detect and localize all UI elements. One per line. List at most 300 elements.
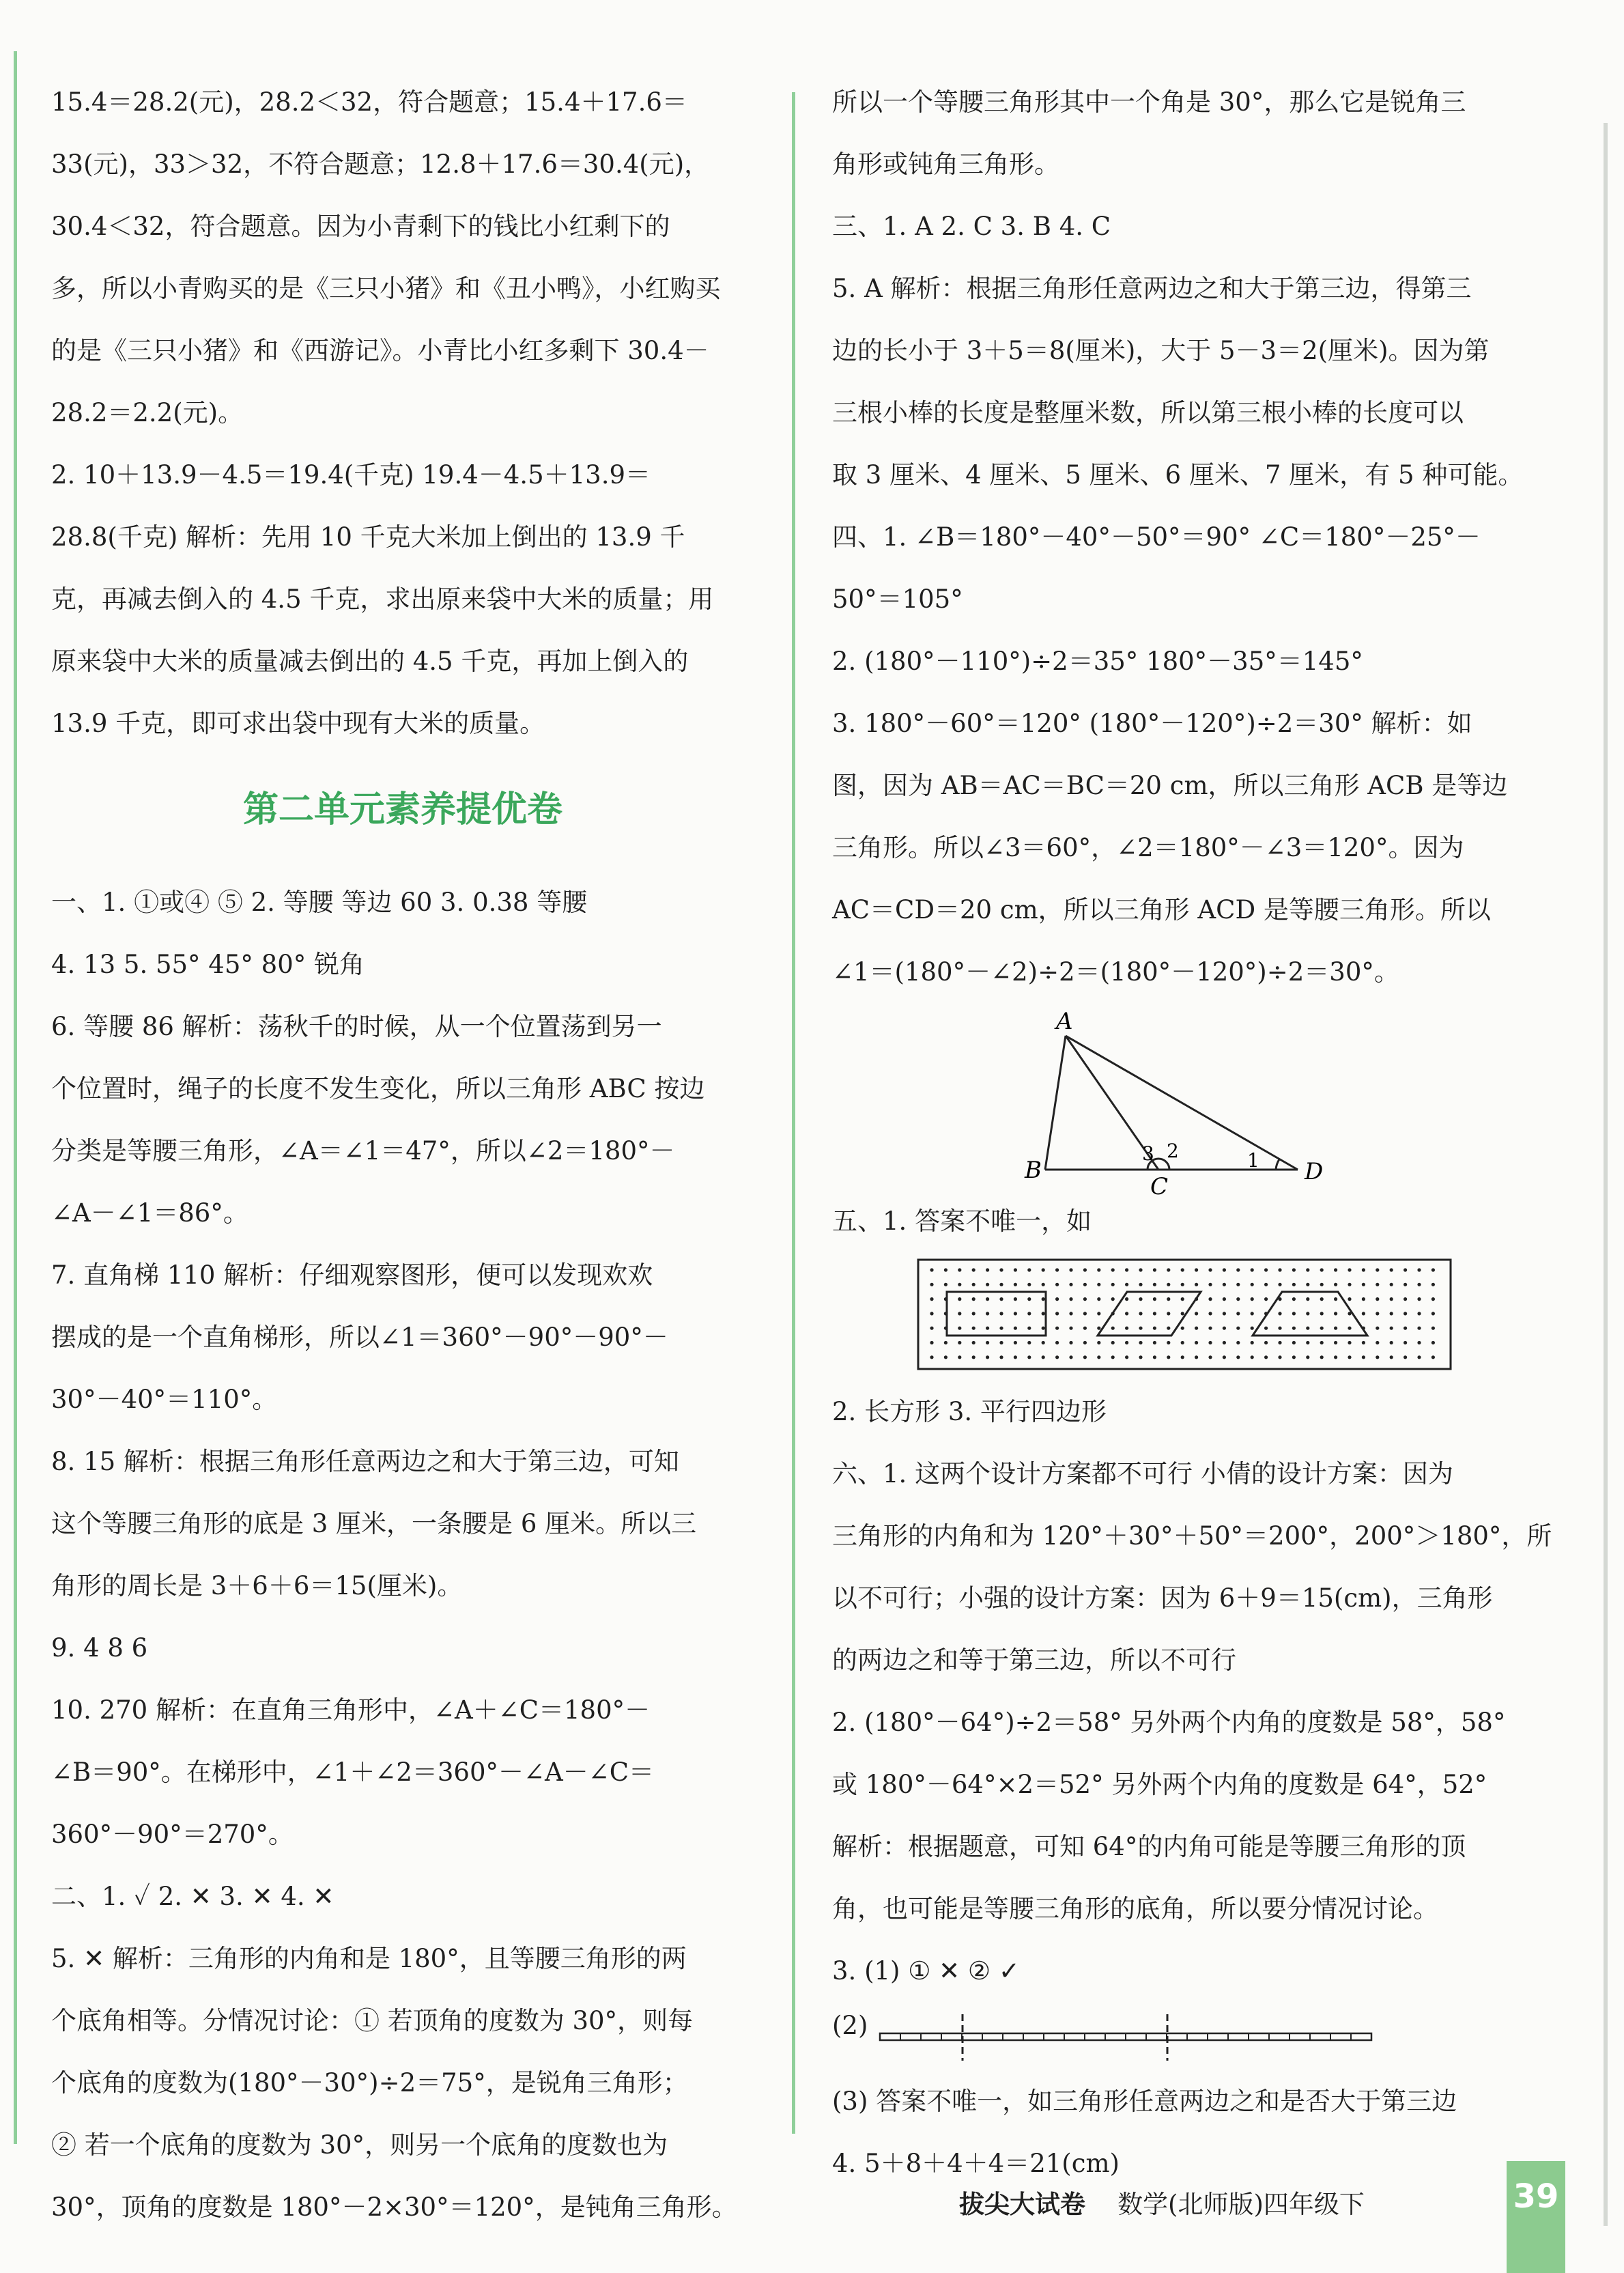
- text-line: 9. 4 8 6: [51, 1633, 148, 1663]
- grid-dot: [1055, 1268, 1059, 1271]
- grid-dot: [1404, 1297, 1407, 1301]
- text-line: 10. 270 解析：在直角三角形中，∠A＋∠C＝180°－: [51, 1695, 651, 1725]
- grid-dot: [1208, 1312, 1212, 1315]
- grid-dot: [1348, 1327, 1351, 1330]
- text-line: ∠A－∠1＝86°。: [51, 1198, 248, 1228]
- segment-ab-visible: [1045, 1036, 1066, 1170]
- grid-dot: [1083, 1341, 1087, 1344]
- stick-diagram: [832, 2002, 1542, 2070]
- column-divider: [792, 92, 795, 2134]
- label-b: B: [1025, 1157, 1042, 1184]
- grid-dot: [1431, 1327, 1435, 1330]
- text-line: ② 若一个底角的度数为 30°，则另一个底角的度数也为: [51, 2130, 668, 2160]
- grid-dot: [930, 1268, 933, 1271]
- grid-dot: [1320, 1341, 1324, 1344]
- text-line: 5. ✕ 解析：三角形的内角和是 180°，且等腰三角形的两: [51, 1944, 687, 1973]
- grid-dot: [944, 1297, 948, 1301]
- grid-dot: [1167, 1327, 1170, 1330]
- grid-dot: [986, 1268, 989, 1271]
- grid-dot: [1278, 1283, 1281, 1286]
- grid-dot: [1417, 1268, 1421, 1271]
- grid-dot: [1236, 1268, 1240, 1271]
- text-line: 5. A 解析：根据三角形任意两边之和大于第三边，得第三: [832, 274, 1472, 303]
- grid-dot: [1390, 1283, 1393, 1286]
- grid-dot: [1417, 1341, 1421, 1344]
- grid-dot: [944, 1355, 948, 1359]
- grid-dot: [1390, 1268, 1393, 1271]
- text-line: 2. (180°－110°)÷2＝35° 180°－35°＝145°: [832, 647, 1363, 676]
- grid-dot: [1417, 1283, 1421, 1286]
- text-line: 个底角相等。分情况讨论：① 若顶角的度数为 30°，则每: [51, 2006, 694, 2035]
- grid-dot: [1278, 1341, 1281, 1344]
- grid-dot: [1111, 1297, 1115, 1301]
- grid-dot: [1334, 1355, 1337, 1359]
- text-line: 3. 180°－60°＝120° (180°－120°)÷2＝30° 解析：如: [832, 709, 1472, 738]
- grid-dot: [1042, 1283, 1045, 1286]
- grid-dot: [972, 1355, 975, 1359]
- grid-dot: [1083, 1297, 1087, 1301]
- grid-dot: [1097, 1341, 1100, 1344]
- grid-dot: [1181, 1297, 1184, 1301]
- text-line: 三角形的内角和为 120°＋30°＋50°＝200°，200°＞180°，所: [832, 1521, 1552, 1551]
- grid-dot: [1083, 1312, 1087, 1315]
- footer-brand: 拔尖大试卷: [959, 2190, 1085, 2219]
- grid-dot: [1014, 1355, 1017, 1359]
- text-line: 六、1. 这两个设计方案都不可行 小倩的设计方案：因为: [832, 1459, 1453, 1488]
- text-line: 的是《三只小猪》和《西游记》。小青比小红多剩下 30.4－: [51, 336, 709, 365]
- ruler-figure: [832, 2002, 1542, 2070]
- text-line: 摆成的是一个直角梯形，所以∠1＝360°－90°－90°－: [51, 1323, 668, 1352]
- grid-dot: [986, 1355, 989, 1359]
- grid-dot: [1139, 1297, 1142, 1301]
- text-line: 28.8(千克) 解析：先用 10 千克大米加上倒出的 13.9 千: [51, 522, 685, 552]
- grid-dot: [1083, 1355, 1087, 1359]
- grid-dot: [1111, 1355, 1115, 1359]
- grid-dot: [999, 1268, 1003, 1271]
- grid-dot: [1292, 1268, 1296, 1271]
- grid-dot: [1042, 1341, 1045, 1344]
- grid-dot: [1208, 1355, 1212, 1359]
- grid-dot: [1153, 1341, 1156, 1344]
- grid-dot: [999, 1297, 1003, 1301]
- text-line: 三角形。所以∠3＝60°，∠2＝180°－∠3＝120°。因为: [832, 833, 1464, 862]
- grid-dot: [1404, 1283, 1407, 1286]
- grid-dot: [999, 1355, 1003, 1359]
- grid-dot: [1083, 1327, 1087, 1330]
- grid-dot: [999, 1283, 1003, 1286]
- grid-dot: [1251, 1327, 1254, 1330]
- dot-grid-figure: [832, 1256, 1542, 1372]
- grid-dot: [1320, 1312, 1324, 1315]
- grid-dot: [1027, 1341, 1031, 1344]
- grid-dot: [958, 1355, 961, 1359]
- grid-dot: [1111, 1312, 1115, 1315]
- grid-dot: [1069, 1327, 1072, 1330]
- stick-ticks: [880, 2033, 1371, 2040]
- grid-dot: [1320, 1283, 1324, 1286]
- text-line: 分类是等腰三角形，∠A＝∠1＝47°，所以∠2＝180°－: [51, 1136, 675, 1166]
- text-line: 这个等腰三角形的底是 3 厘米，一条腰是 6 厘米。所以三: [51, 1509, 697, 1538]
- grid-dot: [930, 1327, 933, 1330]
- text-line: 360°－90°＝270°。: [51, 1820, 294, 1849]
- grid-dot: [1027, 1327, 1031, 1330]
- grid-dot: [1181, 1283, 1184, 1286]
- grid-dot: [1014, 1268, 1017, 1271]
- grid-dot: [1111, 1283, 1115, 1286]
- grid-dot: [1251, 1341, 1254, 1344]
- text-line: 的两边之和等于第三边，所以不可行: [832, 1646, 1236, 1675]
- grid-dot: [1417, 1312, 1421, 1315]
- grid-dot: [1027, 1268, 1031, 1271]
- grid-dot: [1264, 1312, 1268, 1315]
- text-line: 4. 5＋8＋4＋4＝21(cm): [832, 2149, 1120, 2178]
- left-column: [51, 71, 754, 2238]
- text-line: 30.4＜32，符合题意。因为小青剩下的钱比小红剩下的: [51, 212, 670, 241]
- grid-dot: [1055, 1297, 1059, 1301]
- grid-dot: [1292, 1312, 1296, 1315]
- grid-dot: [1125, 1283, 1128, 1286]
- dot-grid-frame: [918, 1260, 1451, 1369]
- angle-d-arc: [1276, 1159, 1279, 1170]
- grid-dot: [1223, 1283, 1226, 1286]
- grid-dot: [1348, 1312, 1351, 1315]
- grid-dot: [1306, 1327, 1309, 1330]
- grid-dot: [1139, 1355, 1142, 1359]
- left-margin-bar: [14, 51, 17, 2144]
- grid-dot: [1264, 1297, 1268, 1301]
- text-line: 7. 直角梯 110 解析：仔细观察图形，便可以发现欢欢: [51, 1260, 653, 1290]
- grid-dot: [1362, 1327, 1365, 1330]
- grid-dot: [1278, 1327, 1281, 1330]
- grid-dot: [1306, 1283, 1309, 1286]
- grid-dot: [1251, 1297, 1254, 1301]
- grid-dot: [1292, 1283, 1296, 1286]
- text-line: 一、1. ①或④ ⑤ 2. 等腰 等边 60 3. 0.38 等腰: [51, 888, 588, 917]
- text-line: 所以一个等腰三角形其中一个角是 30°，那么它是锐角三: [832, 87, 1466, 117]
- grid-dot: [986, 1341, 989, 1344]
- text-line: ∠B＝90°。在梯形中，∠1＋∠2＝360°－∠A－∠C＝: [51, 1757, 655, 1787]
- grid-dot: [1069, 1283, 1072, 1286]
- text-line: 50°＝105°: [832, 584, 963, 614]
- grid-dot: [1264, 1355, 1268, 1359]
- grid-dot: [930, 1341, 933, 1344]
- grid-dot: [1055, 1341, 1059, 1344]
- grid-dot: [1376, 1283, 1379, 1286]
- grid-dot: [999, 1327, 1003, 1330]
- grid-dot: [1320, 1355, 1324, 1359]
- grid-dot: [1390, 1341, 1393, 1344]
- grid-dot: [972, 1297, 975, 1301]
- grid-dot: [1348, 1283, 1351, 1286]
- grid-dot: [1195, 1283, 1198, 1286]
- grid-dot: [1404, 1355, 1407, 1359]
- grid-dot: [1334, 1297, 1337, 1301]
- grid-dot: [972, 1341, 975, 1344]
- text-line: 原来袋中大米的质量减去倒出的 4.5 千克，再加上倒入的: [51, 647, 689, 676]
- grid-dot: [1153, 1327, 1156, 1330]
- grid-dot: [1111, 1327, 1115, 1330]
- text-line: 6. 等腰 86 解析：荡秋千的时候，从一个位置荡到另一: [51, 1012, 662, 1041]
- grid-dot: [1153, 1283, 1156, 1286]
- grid-dot: [1278, 1312, 1281, 1315]
- text-line: 多，所以小青购买的是《三只小猪》和《丑小鸭》，小红购买: [51, 274, 721, 303]
- grid-dot: [1139, 1327, 1142, 1330]
- grid-dot: [1014, 1341, 1017, 1344]
- grid-dot: [986, 1312, 989, 1315]
- grid-dot: [1042, 1297, 1045, 1301]
- grid-dot: [1334, 1341, 1337, 1344]
- text-line: 15.4＝28.2(元)，28.2＜32，符合题意；15.4＋17.6＝: [51, 87, 687, 117]
- grid-dot: [1055, 1283, 1059, 1286]
- text-line: 2. (180°－64°)÷2＝58° 另外两个内角的度数是 58°，58°: [832, 1708, 1506, 1737]
- grid-dot: [1236, 1327, 1240, 1330]
- grid-dot: [930, 1355, 933, 1359]
- grid-dot: [1069, 1312, 1072, 1315]
- grid-dot: [1125, 1327, 1128, 1330]
- text-line: 二、1. ✓ 2. ✕ 3. ✕ 4. ✕: [51, 1882, 334, 1911]
- grid-dot: [1264, 1327, 1268, 1330]
- grid-dot: [1264, 1283, 1268, 1286]
- grid-dot: [1097, 1312, 1100, 1315]
- grid-dot: [1348, 1341, 1351, 1344]
- footer: [959, 2184, 1365, 2220]
- grid-dot: [1278, 1297, 1281, 1301]
- grid-dot: [1167, 1268, 1170, 1271]
- ruler-label: (2): [832, 2011, 868, 2040]
- grid-dot: [1139, 1268, 1142, 1271]
- grid-dot: [1208, 1327, 1212, 1330]
- grid-dot: [1153, 1268, 1156, 1271]
- grid-dot: [1139, 1312, 1142, 1315]
- segment-ad: [1066, 1036, 1298, 1170]
- grid-dot: [944, 1327, 948, 1330]
- text-line: 33(元)，33＞32，不符合题意；12.8＋17.6＝30.4(元)，: [51, 150, 710, 179]
- grid-dot: [1362, 1312, 1365, 1315]
- grid-dot: [1376, 1297, 1379, 1301]
- text-line: 三根小棒的长度是整厘米数，所以第三根小棒的长度可以: [832, 398, 1464, 427]
- grid-dot: [1208, 1297, 1212, 1301]
- grid-dot: [1320, 1268, 1324, 1271]
- grid-dot: [1404, 1327, 1407, 1330]
- grid-dot: [1390, 1312, 1393, 1315]
- grid-dot: [1278, 1268, 1281, 1271]
- right-column: [832, 71, 1552, 2194]
- grid-dot: [986, 1283, 989, 1286]
- text-line: 三、1. A 2. C 3. B 4. C: [832, 212, 1111, 241]
- section-title: 第二单元素养提优卷: [242, 789, 562, 830]
- grid-dot: [1223, 1268, 1226, 1271]
- grid-dot: [1125, 1312, 1128, 1315]
- grid-dot: [958, 1312, 961, 1315]
- grid-dot: [972, 1312, 975, 1315]
- grid-dot: [1376, 1327, 1379, 1330]
- grid-dot: [1431, 1355, 1435, 1359]
- grid-dot: [1306, 1341, 1309, 1344]
- grid-dot: [1055, 1312, 1059, 1315]
- grid-dot: [1111, 1341, 1115, 1344]
- grid-dot: [1223, 1341, 1226, 1344]
- text-line: 解析：根据题意，可知 64°的内角可能是等腰三角形的顶: [832, 1832, 1466, 1861]
- grid-dot: [1153, 1312, 1156, 1315]
- grid-dot: [1264, 1341, 1268, 1344]
- text-line: 或 180°－64°×2＝52° 另外两个内角的度数是 64°，52°: [832, 1770, 1487, 1799]
- grid-dot: [1153, 1297, 1156, 1301]
- text-line: 13.9 千克，即可求出袋中现有大米的质量。: [51, 709, 545, 738]
- grid-dot: [1195, 1341, 1198, 1344]
- text-line: 2. 10＋13.9－4.5＝19.4(千克) 19.4－4.5＋13.9＝: [51, 460, 651, 490]
- text-line: 角形的周长是 3＋6＋6＝15(厘米)。: [51, 1571, 463, 1600]
- grid-dot: [1027, 1283, 1031, 1286]
- grid-dot: [1320, 1297, 1324, 1301]
- grid-dot: [1208, 1283, 1212, 1286]
- text-line: 30°，顶角的度数是 180°－2×30°＝120°，是钝角三角形。: [51, 2192, 737, 2222]
- grid-dot: [1125, 1355, 1128, 1359]
- grid-dot: [999, 1341, 1003, 1344]
- grid-dot: [944, 1283, 948, 1286]
- grid-dot: [1181, 1268, 1184, 1271]
- grid-dot: [944, 1341, 948, 1344]
- grid-dot: [1069, 1355, 1072, 1359]
- label-c: C: [1150, 1173, 1169, 1200]
- grid-dot: [958, 1297, 961, 1301]
- grid-dot: [1236, 1312, 1240, 1315]
- grid-dot: [1251, 1283, 1254, 1286]
- grid-dot: [1167, 1283, 1170, 1286]
- grid-dot: [1390, 1327, 1393, 1330]
- grid-dot: [1167, 1355, 1170, 1359]
- grid-dot: [1195, 1312, 1198, 1315]
- footer-subject: 数学(北师版)四年级下: [1117, 2190, 1365, 2219]
- grid-dot: [1181, 1327, 1184, 1330]
- grid-dot: [958, 1341, 961, 1344]
- grid-dot: [1431, 1268, 1435, 1271]
- grid-dot: [1362, 1268, 1365, 1271]
- grid-dot: [958, 1283, 961, 1286]
- grid-dot: [1181, 1312, 1184, 1315]
- grid-dot: [1167, 1341, 1170, 1344]
- grid-dot: [1042, 1312, 1045, 1315]
- grid-dot: [1125, 1297, 1128, 1301]
- grid-dot: [1376, 1341, 1379, 1344]
- grid-dot: [999, 1312, 1003, 1315]
- grid-dot: [1125, 1341, 1128, 1344]
- grid-dot: [1278, 1355, 1281, 1359]
- grid-dot: [986, 1297, 989, 1301]
- grid-dot: [1251, 1268, 1254, 1271]
- grid-dot: [1362, 1297, 1365, 1301]
- text-line: 四、1. ∠B＝180°－40°－50°＝90° ∠C＝180°－25°－: [832, 522, 1481, 552]
- grid-dot: [1125, 1268, 1128, 1271]
- grid-dot: [1334, 1283, 1337, 1286]
- grid-dot: [986, 1327, 989, 1330]
- grid-dot: [1417, 1327, 1421, 1330]
- grid-dot: [1083, 1268, 1087, 1271]
- text-line: 五、1. 答案不唯一，如: [832, 1206, 1092, 1236]
- grid-dot: [1042, 1268, 1045, 1271]
- grid-dot: [1320, 1327, 1324, 1330]
- grid-dot: [1055, 1355, 1059, 1359]
- grid-dot: [1027, 1355, 1031, 1359]
- grid-dot: [1404, 1312, 1407, 1315]
- grid-dots: [930, 1268, 1435, 1359]
- grid-dot: [1111, 1268, 1115, 1271]
- text-line: (3) 答案不唯一，如三角形任意两边之和是否大于第三边: [832, 2087, 1457, 2116]
- grid-dot: [1097, 1355, 1100, 1359]
- page-edge: [1604, 123, 1608, 2226]
- grid-dot: [1431, 1297, 1435, 1301]
- grid-dot: [972, 1283, 975, 1286]
- grid-dot: [1042, 1327, 1045, 1330]
- text-line: 边的长小于 3＋5＝8(厘米)，大于 5－3＝2(厘米)。因为第: [832, 336, 1490, 365]
- text-line: 角形或钝角三角形。: [832, 150, 1059, 179]
- text-line: 以不可行；小强的设计方案：因为 6＋9＝15(cm)，三角形: [832, 1583, 1493, 1613]
- grid-dot: [1069, 1341, 1072, 1344]
- label-d: D: [1305, 1158, 1324, 1185]
- grid-dot: [1362, 1283, 1365, 1286]
- grid-dot: [1097, 1297, 1100, 1301]
- grid-dot: [1223, 1327, 1226, 1330]
- grid-dot: [1236, 1341, 1240, 1344]
- grid-dot: [1362, 1355, 1365, 1359]
- text-line: AC＝CD＝20 cm，所以三角形 ACD 是等腰三角形。所以: [832, 895, 1491, 924]
- grid-dot: [1027, 1297, 1031, 1301]
- grid-dot: [972, 1268, 975, 1271]
- grid-dot: [1181, 1341, 1184, 1344]
- grid-dot: [1195, 1297, 1198, 1301]
- grid-dot: [1292, 1355, 1296, 1359]
- text-line: 4. 13 5. 55° 45° 80° 锐角: [51, 950, 365, 979]
- grid-dot: [1306, 1268, 1309, 1271]
- grid-dot: [1236, 1297, 1240, 1301]
- grid-dot: [1139, 1283, 1142, 1286]
- grid-dot: [1348, 1355, 1351, 1359]
- grid-dot: [1097, 1327, 1100, 1330]
- grid-dot: [1348, 1297, 1351, 1301]
- grid-dot: [1334, 1312, 1337, 1315]
- label-a: A: [1056, 1008, 1073, 1035]
- text-line: 取 3 厘米、4 厘米、5 厘米、6 厘米、7 厘米，有 5 种可能。: [832, 460, 1524, 490]
- dot-grid: [832, 1256, 1542, 1372]
- text-line: 个底角的度数为(180°－30°)÷2＝75°，是锐角三角形；: [51, 2068, 688, 2098]
- grid-dot: [1306, 1312, 1309, 1315]
- grid-dot: [1376, 1268, 1379, 1271]
- grid-dot: [1376, 1312, 1379, 1315]
- text-line: 28.2＝2.2(元)。: [51, 398, 244, 427]
- grid-dot: [1208, 1268, 1212, 1271]
- grid-dot: [1195, 1327, 1198, 1330]
- grid-dot: [1097, 1283, 1100, 1286]
- grid-dot: [1334, 1268, 1337, 1271]
- page-number: 39: [1507, 2161, 1565, 2273]
- triangle-figure: [832, 1008, 1542, 1200]
- grid-dot: [1042, 1355, 1045, 1359]
- grid-dot: [1223, 1355, 1226, 1359]
- grid-dot: [1236, 1283, 1240, 1286]
- grid-dot: [944, 1312, 948, 1315]
- grid-dot: [1208, 1341, 1212, 1344]
- grid-dot: [1251, 1312, 1254, 1315]
- grid-dot: [1362, 1341, 1365, 1344]
- grid-dot: [1195, 1268, 1198, 1271]
- grid-dot: [1027, 1312, 1031, 1315]
- grid-dot: [958, 1268, 961, 1271]
- grid-dot: [1417, 1355, 1421, 1359]
- grid-dot: [1390, 1355, 1393, 1359]
- grid-dot: [1251, 1355, 1254, 1359]
- grid-dot: [1097, 1268, 1100, 1271]
- grid-dot: [1306, 1297, 1309, 1301]
- grid-dot: [1236, 1355, 1240, 1359]
